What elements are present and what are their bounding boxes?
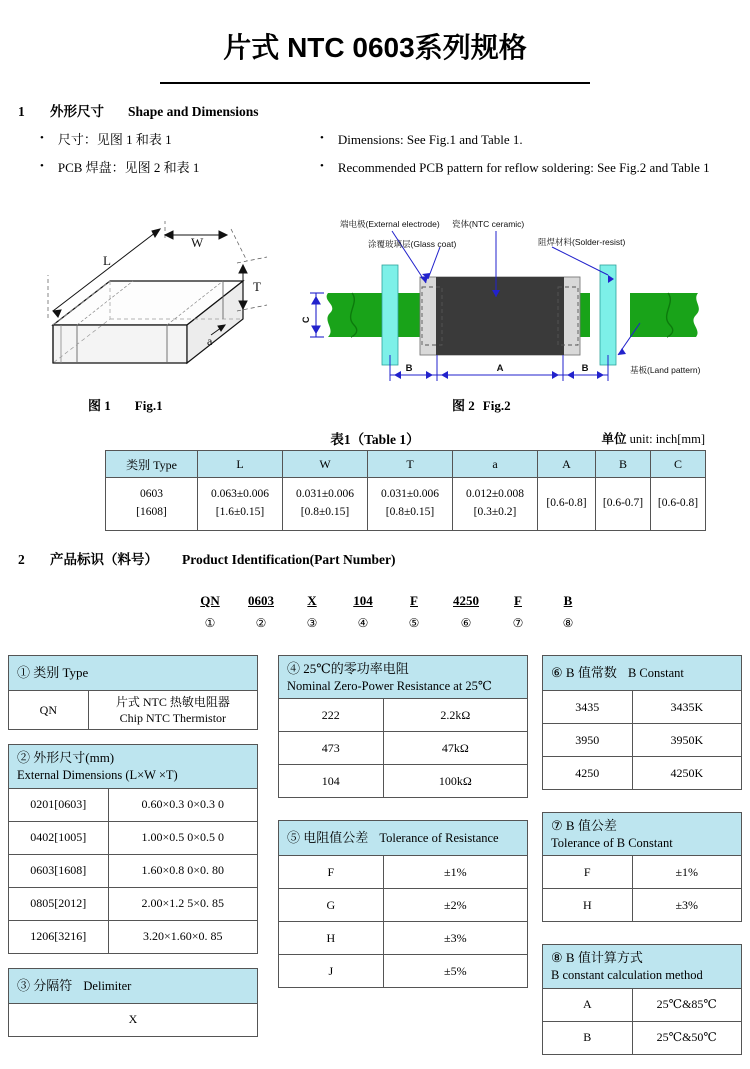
figure-2-pcb-pattern xyxy=(300,205,720,390)
section-1-number: 1 xyxy=(18,104,25,119)
block-7-header xyxy=(543,813,742,856)
table-row xyxy=(106,451,706,478)
block-3-header-cn: ③ 分隔符 xyxy=(17,977,73,993)
b-code: 3950 xyxy=(543,724,633,757)
b-code: 4250 xyxy=(543,757,633,790)
table-row xyxy=(9,887,258,920)
callout-ntc-ceramic: 瓷体(NTC ceramic) xyxy=(452,219,525,229)
table-tolerance-resistance xyxy=(278,820,528,988)
pn-index-8: ⑧ xyxy=(562,616,574,630)
block-2-header xyxy=(9,745,258,788)
table-1-cell-W xyxy=(283,478,368,531)
part-number-segment-3 xyxy=(287,592,337,631)
table-row xyxy=(9,854,258,887)
block-6-header-cn: ⑥ B 值常数 xyxy=(551,665,617,681)
pn-index-7: ⑦ xyxy=(512,616,524,630)
part-number-segment-1 xyxy=(185,592,235,631)
title-underline xyxy=(160,82,590,84)
dim-value: 1.60×0.8 0×0. 80 xyxy=(108,854,257,887)
block-6-b-constant xyxy=(542,655,742,790)
fig2-label-B-left: B xyxy=(405,363,413,374)
type-description-cn: 片式 NTC 热敏电阻器 xyxy=(115,695,230,709)
table-row xyxy=(9,691,258,730)
table-row xyxy=(543,856,742,889)
table-row xyxy=(279,765,528,798)
bullet-dot-icon: • xyxy=(40,132,44,144)
block-7-tolerance-b-constant xyxy=(542,812,742,922)
table-row xyxy=(279,889,528,922)
L-inch: 0.063±0.006 xyxy=(210,488,270,501)
block-4-header xyxy=(279,656,528,699)
table-b-calculation-method xyxy=(542,944,742,1054)
block-4-header-en: Nominal Zero-Power Resistance at 25℃ xyxy=(287,678,492,693)
block-3-header-en: Delimiter xyxy=(83,978,132,993)
table-row xyxy=(543,1021,742,1054)
block-3-header xyxy=(9,968,258,1003)
block-4-zero-power-resistance xyxy=(278,655,528,798)
table-row xyxy=(106,478,706,531)
resistance-code: 473 xyxy=(279,732,384,765)
table-row xyxy=(9,968,258,1003)
resistance-value: 2.2kΩ xyxy=(383,699,527,732)
block-8-header xyxy=(543,945,742,988)
calc-value: 25℃&50℃ xyxy=(632,1021,741,1054)
pn-code-7: F xyxy=(514,593,522,608)
block-3-delimiter xyxy=(8,968,258,1037)
T-mm: [0.8±0.15] xyxy=(385,506,435,518)
bullet-dot-icon: • xyxy=(40,159,44,172)
bullet-dot-icon: • xyxy=(320,159,324,172)
table-1-cell-A: [0.6-0.8] xyxy=(538,478,596,531)
table-1-header-type: 类别 Type xyxy=(106,451,198,478)
table-row xyxy=(543,813,742,856)
fig2-label-C: C xyxy=(301,316,311,323)
part-number-segment-7 xyxy=(493,592,543,631)
a-inch: 0.012±0.008 xyxy=(465,488,525,501)
figure-1-chip-drawing xyxy=(15,213,315,398)
tolerance-code: H xyxy=(279,922,384,955)
table-1-header-T: T xyxy=(368,451,453,478)
table-1-dimensions xyxy=(105,450,706,531)
section-2-heading xyxy=(0,548,395,568)
table-row xyxy=(9,656,258,691)
dim-value: 3.20×1.60×0. 85 xyxy=(108,920,257,953)
type-mm: [1608] xyxy=(136,506,167,518)
table-row xyxy=(543,988,742,1021)
table-row xyxy=(279,656,528,699)
list-item xyxy=(320,132,710,148)
table-1-cell-a xyxy=(453,478,538,531)
block-1-header-cn: ① 类别 Type xyxy=(17,665,89,681)
b-value: 4250K xyxy=(632,757,741,790)
resistance-value: 47kΩ xyxy=(383,732,527,765)
table-1-unit xyxy=(602,429,705,447)
dim-code: 0805[2012] xyxy=(9,887,109,920)
part-number-row xyxy=(0,592,750,631)
block-7-header-cn: ⑦ B 值公差 xyxy=(551,818,617,833)
section-2-number: 2 xyxy=(18,552,25,567)
table-row xyxy=(543,724,742,757)
type-description xyxy=(88,691,257,730)
resistance-code: 222 xyxy=(279,699,384,732)
W-mm: [0.8±0.15] xyxy=(300,506,350,518)
callout-glass-coat: 涂覆玻璃层(Glass coat) xyxy=(368,239,457,249)
type-inch: 0603 xyxy=(140,488,163,501)
table-type xyxy=(8,655,258,730)
table-row xyxy=(9,920,258,953)
parameter-column-left xyxy=(8,655,258,1051)
list-item xyxy=(40,132,199,148)
block-6-header-en: B Constant xyxy=(627,666,684,681)
bullet-text: Recommended PCB pattern for reflow soldering: See Fig.2 and Table 1 xyxy=(337,159,710,175)
block-8-header-en: B constant calculation method xyxy=(551,967,703,982)
pn-index-2: ② xyxy=(255,616,267,630)
pn-index-4: ④ xyxy=(357,616,369,630)
section-1-title-cn: 外形尺寸 xyxy=(50,104,104,119)
table-row xyxy=(543,656,742,691)
block-6-header xyxy=(543,656,742,691)
block-1-header xyxy=(9,656,258,691)
table-row xyxy=(9,745,258,788)
fig1-label-L: L xyxy=(103,253,111,268)
callout-external-electrode: 端电极(External electrode) xyxy=(340,219,440,229)
callout-land-pattern: 基板(Land pattern) xyxy=(630,365,701,375)
table-1-unit-cn: 单位 xyxy=(601,432,627,446)
tolerance-code: F xyxy=(279,856,384,889)
table-1-cell-type xyxy=(106,478,198,531)
part-number-segment-8 xyxy=(543,592,593,631)
part-number-segment-5 xyxy=(389,592,439,631)
table-row xyxy=(543,889,742,922)
calc-value: 25℃&85℃ xyxy=(632,988,741,1021)
tolerance-value: ±2% xyxy=(383,889,527,922)
dim-code: 0201[0603] xyxy=(9,788,109,821)
T-inch: 0.031±0.006 xyxy=(380,488,440,501)
b-tolerance-value: ±3% xyxy=(632,889,741,922)
bullet-dot-icon: • xyxy=(320,132,324,144)
pn-index-1: ① xyxy=(204,616,216,630)
block-8-b-calculation-method xyxy=(542,944,742,1054)
figure-1-caption xyxy=(88,395,163,414)
tolerance-code: G xyxy=(279,889,384,922)
part-number-segment-6 xyxy=(439,592,493,631)
table-1-caption: 表1（Table 1） xyxy=(330,432,420,447)
table-row xyxy=(543,757,742,790)
table-row xyxy=(9,821,258,854)
table-1-header-a: a xyxy=(453,451,538,478)
block-2-header-cn: ② 外形尺寸(mm) xyxy=(17,750,115,766)
calc-code: A xyxy=(543,988,633,1021)
b-tolerance-code: F xyxy=(543,856,633,889)
b-value: 3950K xyxy=(632,724,741,757)
block-7-header-en: Tolerance of B Constant xyxy=(551,835,673,850)
table-row xyxy=(279,821,528,856)
table-nominal-resistance xyxy=(278,655,528,798)
dimension-C xyxy=(310,293,324,337)
parameter-column-middle xyxy=(278,655,528,1002)
tolerance-code: J xyxy=(279,955,384,988)
block-5-header-cn: ⑤ 电阻值公差 xyxy=(287,830,369,846)
pn-code-1: QN xyxy=(200,593,220,608)
b-value: 3435K xyxy=(632,691,741,724)
dim-code: 0603[1608] xyxy=(9,854,109,887)
tolerance-value: ±3% xyxy=(383,922,527,955)
resistance-value: 100kΩ xyxy=(383,765,527,798)
table-1-unit-en: unit: inch[mm] xyxy=(629,432,705,446)
table-row xyxy=(279,922,528,955)
type-code: QN xyxy=(9,691,89,730)
parameter-column-right xyxy=(542,655,742,1069)
table-1-header-L: L xyxy=(198,451,283,478)
table-row xyxy=(543,945,742,988)
figure-2-caption-en: Fig.2 xyxy=(482,398,511,413)
section-2-title-cn: 产品标识（料号） xyxy=(50,552,158,567)
section-2-title-en: Product Identification(Part Number) xyxy=(182,552,396,567)
table-row xyxy=(279,732,528,765)
block-8-header-cn: ⑧ B 值计算方式 xyxy=(551,950,643,966)
dim-value: 1.00×0.5 0×0.5 0 xyxy=(108,821,257,854)
solder-resist-left xyxy=(382,265,398,365)
table-1-cell-B: [0.6-0.7] xyxy=(596,478,651,531)
fig2-label-A: A xyxy=(496,363,504,374)
a-mm: [0.3±0.2] xyxy=(473,506,517,518)
resistance-code: 104 xyxy=(279,765,384,798)
dim-code: 1206[3216] xyxy=(9,920,109,953)
pn-code-6: 4250 xyxy=(453,593,479,608)
block-5-header xyxy=(279,821,528,856)
block-4-header-cn: ④ 25℃的零功率电阻 xyxy=(287,661,409,676)
L-mm: [1.6±0.15] xyxy=(215,506,265,518)
fig2-label-B-right: B xyxy=(581,363,589,374)
section-1-title-en: Shape and Dimensions xyxy=(128,104,259,119)
b-tolerance-value: ±1% xyxy=(632,856,741,889)
page-title: 片式 NTC 0603系列规格 xyxy=(223,32,527,63)
pn-index-5: ⑤ xyxy=(408,616,420,630)
pn-code-8: B xyxy=(563,593,573,608)
callout-solder-resist: 阻焊材料(Solder-resist) xyxy=(538,237,626,247)
table-1-header-C: C xyxy=(651,451,706,478)
table-1-cell-L xyxy=(198,478,283,531)
fig1-label-W: W xyxy=(191,235,204,250)
figure-1-caption-en: Fig.1 xyxy=(134,398,163,413)
bullets-chinese xyxy=(40,132,199,187)
pn-code-4: 104 xyxy=(353,593,373,608)
table-row xyxy=(543,691,742,724)
block-5-tolerance-resistance xyxy=(278,820,528,988)
table-row xyxy=(279,699,528,732)
block-2-header-en: External Dimensions (L×W ×T) xyxy=(17,767,178,782)
fig1-label-a: a xyxy=(207,334,213,348)
pn-code-5: F xyxy=(410,593,418,608)
table-external-dimensions xyxy=(8,744,258,953)
table-1-cell-C: [0.6-0.8] xyxy=(651,478,706,531)
table-row xyxy=(9,1003,258,1036)
fig1-label-T: T xyxy=(253,279,261,294)
calc-code: B xyxy=(543,1021,633,1054)
bullets-english xyxy=(320,132,710,187)
table-1-header-W: W xyxy=(283,451,368,478)
list-item xyxy=(320,160,710,176)
bullet-text: Dimensions: See Fig.1 and Table 1. xyxy=(337,132,523,147)
figures-area xyxy=(0,205,750,413)
part-number-segment-4 xyxy=(337,592,389,631)
bullet-text: 尺寸：见图 1 和表 1 xyxy=(57,132,172,147)
table-row xyxy=(279,856,528,889)
table-tolerance-b-constant xyxy=(542,812,742,922)
table-1-header-A: A xyxy=(538,451,596,478)
tolerance-value: ±5% xyxy=(383,955,527,988)
ntc-ceramic-body xyxy=(436,277,564,355)
table-b-constant xyxy=(542,655,742,790)
table-1-cell-T xyxy=(368,478,453,531)
dim-value: 0.60×0.3 0×0.3 0 xyxy=(108,788,257,821)
table-row xyxy=(279,955,528,988)
part-number-segment-2 xyxy=(235,592,287,631)
table-1-header-B: B xyxy=(596,451,651,478)
pn-index-3: ③ xyxy=(306,616,318,630)
dim-code: 0402[1005] xyxy=(9,821,109,854)
W-inch: 0.031±0.006 xyxy=(295,488,355,501)
list-item xyxy=(40,160,199,176)
b-code: 3435 xyxy=(543,691,633,724)
block-1-type xyxy=(8,655,258,730)
figure-2-caption-cn: 图 2 xyxy=(452,398,475,413)
pn-index-6: ⑥ xyxy=(460,616,472,630)
type-description-en: Chip NTC Thermistor xyxy=(119,711,227,726)
part-number-breakdown xyxy=(0,592,750,631)
tolerance-value: ±1% xyxy=(383,856,527,889)
pn-code-3: X xyxy=(307,593,317,608)
delimiter-value: X xyxy=(9,1003,258,1036)
figure-1-caption-cn: 图 1 xyxy=(88,398,111,413)
block-5-header-en: Tolerance of Resistance xyxy=(379,831,499,846)
block-2-external-dimensions xyxy=(8,744,258,953)
figure-2-caption xyxy=(452,395,511,414)
bullet-text: PCB 焊盘：见图 2 和表 1 xyxy=(57,159,200,175)
b-tolerance-code: H xyxy=(543,889,633,922)
pn-code-2: 0603 xyxy=(248,593,274,608)
section-1-heading xyxy=(0,100,259,120)
table-delimiter xyxy=(8,968,258,1037)
dim-value: 2.00×1.2 5×0. 85 xyxy=(108,887,257,920)
table-row xyxy=(9,788,258,821)
